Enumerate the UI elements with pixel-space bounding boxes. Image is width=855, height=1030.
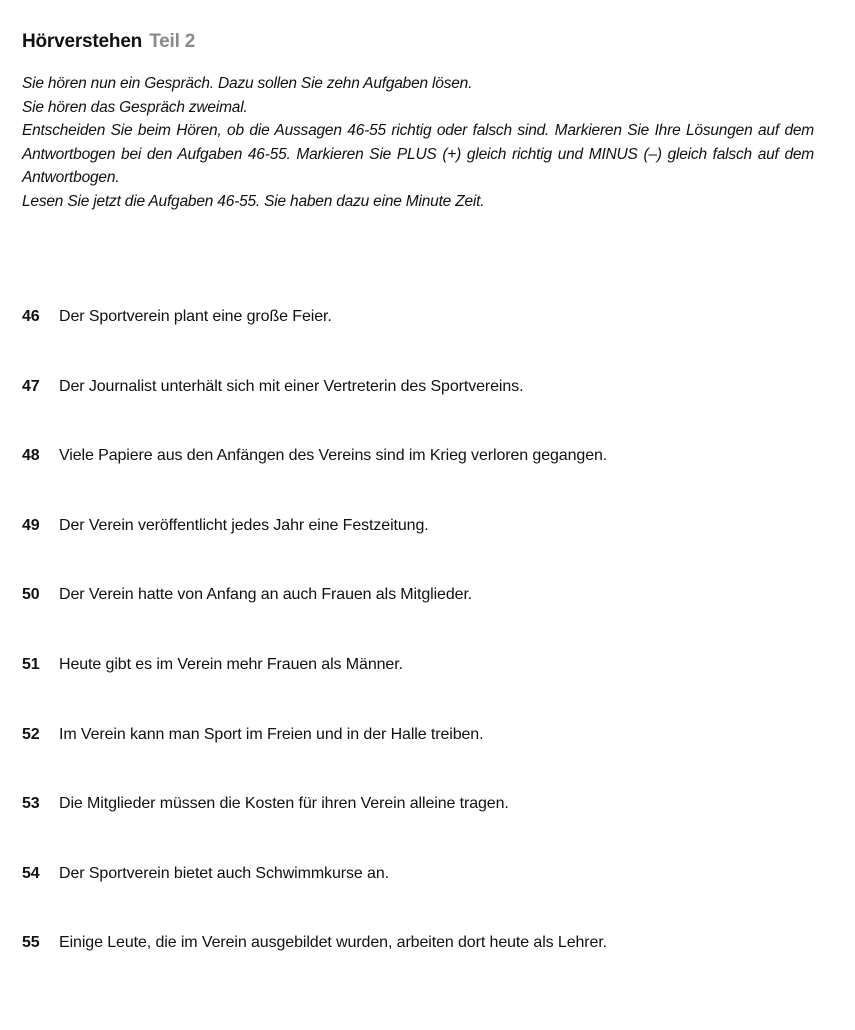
instruction-line: Sie hören das Gespräch zweimal. [22,98,248,116]
task-statement: Heute gibt es im Verein mehr Frauen als Männer. [59,655,403,673]
task-number: 52 [22,725,40,743]
task-statement: Einige Leute, die im Verein ausgebildet wurden, arbeiten dort heute als Lehrer. [59,934,608,952]
task-statement: Der Sportverein plant eine große Feier. [59,308,332,325]
task-number: 49 [22,516,40,534]
task-item [22,653,814,723]
task-item [22,862,814,932]
task-statement: Der Verein veröffentlicht jedes Jahr eine Festzeitung. [59,516,429,534]
task-list [22,305,814,1001]
task-number: 46 [22,308,40,325]
task-item [22,583,814,653]
task-statement: Der Journalist unterhält sich mit einer Vertreterin des Sportvereins. [59,377,524,395]
task-item [22,375,814,445]
task-number: 48 [22,447,40,465]
task-item [22,514,814,584]
task-statement: Der Verein hatte von Anfang an auch Frauen als Mitglieder. [59,586,473,604]
task-number: 54 [22,864,40,882]
task-number: 55 [22,934,40,952]
instructions [22,72,814,213]
task-number: 50 [22,586,40,604]
exam-page [22,30,814,213]
task-item [22,305,814,375]
task-item [22,931,814,1001]
task-statement: Der Sportverein bietet auch Schwimmkurse an. [59,864,389,882]
instruction-line: Lesen Sie jetzt die Aufgaben 46-55. Sie haben dazu eine Minute Zeit. [22,192,485,210]
instruction-line: Sie hören nun ein Gespräch. Dazu sollen Sie zehn Aufgaben lösen. [22,75,473,92]
task-statement: Im Verein kann man Sport im Freien und in der Halle treiben. [59,725,484,743]
task-number: 47 [22,377,40,395]
task-statement: Viele Papiere aus den Anfängen des Vereins sind im Krieg verloren gegangen. [59,447,608,465]
section-title: Hörverstehen [22,31,143,52]
instruction-line: Entscheiden Sie beim Hören, ob die Aussagen 46-55 richtig oder falsch sind. Markieren Sie Ihre Lösungen auf dem Antwortbogen bei den Aufgaben 46-55. Markieren Sie PLUS (+) gleich richtig und MINUS (–) gleich falsch auf dem Antwortbogen. [22,122,814,186]
task-number: 51 [22,655,40,673]
task-item [22,444,814,514]
task-item [22,792,814,862]
task-statement: Die Mitglieder müssen die Kosten für ihren Verein alleine tragen. [59,795,509,813]
section-part: Teil 2 [149,31,196,52]
task-number: 53 [22,795,40,813]
task-item [22,723,814,793]
section-heading [22,30,814,54]
